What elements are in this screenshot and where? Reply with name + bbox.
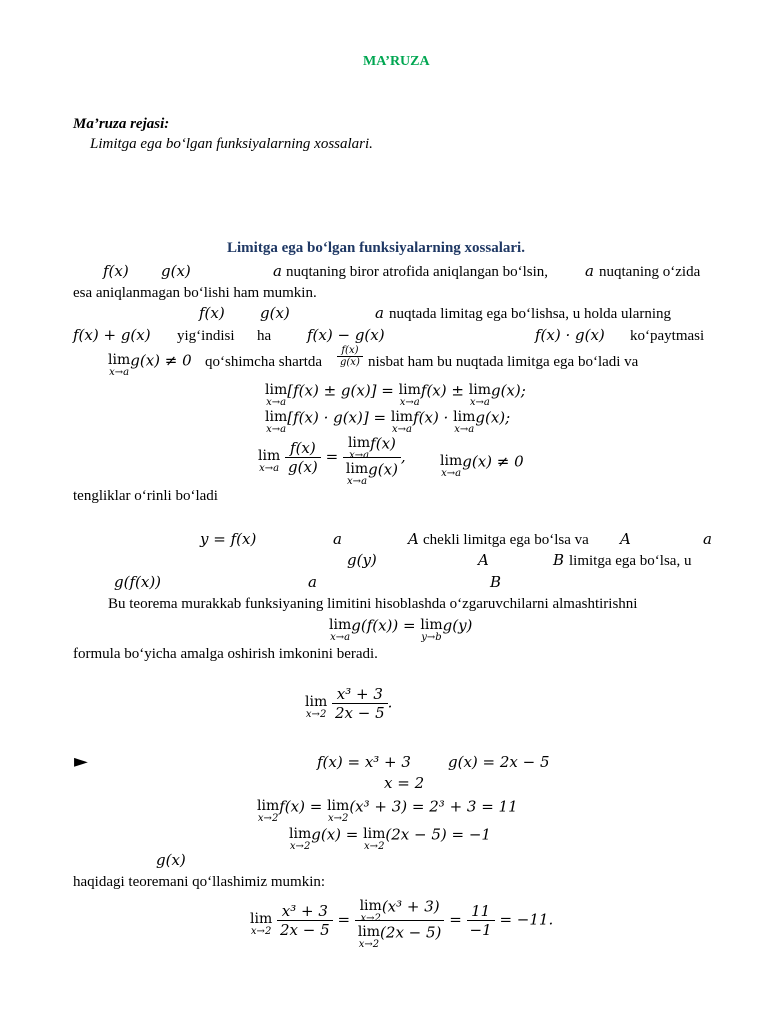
body-text: tengliklar o‘rinli bo‘ladi bbox=[73, 488, 218, 504]
math-gfx: g(f(x)) bbox=[114, 573, 162, 591]
math-a: a bbox=[308, 573, 317, 591]
math-fx: f(x) bbox=[199, 304, 225, 322]
body-text: ko‘paytmasi bbox=[630, 328, 705, 344]
formula-substitution: lim x→a g(f(x)) = lim y→b g(y) bbox=[329, 616, 473, 643]
math-a: a bbox=[703, 530, 712, 548]
body-text: nuqtada limitag ega bo‘lishsa, u holda ularning bbox=[389, 306, 672, 322]
math-f-def: f(x) = x³ + 3 bbox=[317, 753, 411, 771]
math-x-value: x = 2 bbox=[384, 774, 425, 792]
solution-arrow-icon: ► bbox=[74, 751, 88, 772]
formula-final: lim x→2 $\frac{\text{x³ + 3}}{2x - 5}$ = lim x→2 (x³ + 3) lim x→2 (2x − 5) = $\frac{11}{-1}$ = −11. bbox=[250, 897, 554, 950]
math-g-def: g(x) = 2x − 5 bbox=[448, 753, 550, 771]
math-a: a bbox=[333, 530, 342, 548]
math-B: B bbox=[553, 551, 565, 569]
math-gx: g(x) bbox=[156, 851, 186, 869]
body-text: haqidagi teoremani qo‘llashimiz mumkin: bbox=[73, 874, 326, 890]
page-title: MA’RUZA bbox=[363, 54, 430, 69]
math-A: A bbox=[478, 551, 489, 569]
math-a: a bbox=[273, 262, 282, 280]
body-text: ha bbox=[257, 328, 272, 344]
body-text: formula bo‘yicha amalga oshirish imkonini beradi. bbox=[73, 646, 378, 662]
math-gx: g(x) bbox=[260, 304, 290, 322]
ratio-fraction: $\frac{f(x)}{g(x)}$ bbox=[337, 345, 363, 368]
body-text: yig‘indisi bbox=[177, 328, 235, 344]
body-text: esa aniqlanmagan bo‘lishi ham mumkin. bbox=[73, 285, 317, 301]
math-A: A bbox=[620, 530, 631, 548]
body-text: chekli limitga ega bo‘lsa va bbox=[423, 532, 589, 548]
body-text: nuqtaning o‘zida bbox=[599, 264, 701, 280]
formula-sum-limit: lim x→a [f(x) ± g(x)] = lim x→a f(x) ± lim x→a g(x); bbox=[265, 381, 526, 408]
body-text: nisbat ham bu nuqtada limitga ega bo‘ladi va bbox=[368, 354, 639, 370]
plan-label: Ma’ruza rejasi: bbox=[73, 116, 170, 132]
math-prod: f(x) · g(x) bbox=[535, 326, 605, 344]
math-a: a bbox=[375, 304, 384, 322]
formula-quotient-limit: lim x→a $\frac{f(x)}{g(x)}$ = lim x→a f(x) lim x→a g(x) , bbox=[258, 434, 406, 487]
math-sum: f(x) + g(x) bbox=[73, 326, 151, 344]
math-B: B bbox=[490, 573, 502, 591]
math-fx: f(x) bbox=[103, 262, 129, 280]
body-text: qo‘shimcha shartda bbox=[205, 354, 323, 370]
math-A: A bbox=[408, 530, 419, 548]
math-a: a bbox=[585, 262, 594, 280]
plan-item: Limitga ega bo‘lgan funksiyalarning xossalari. bbox=[90, 136, 373, 152]
formula-product-limit: lim x→a [f(x) · g(x)] = lim x→a f(x) · lim x→a g(x); bbox=[265, 408, 511, 435]
body-text: Bu teorema murakkab funksiyaning limitini hisoblashda o‘zgaruvchilarni almashtirishni bbox=[108, 596, 638, 612]
formula-limit-g: lim x→2 g(x) = lim x→2 (2x − 5) = −1 bbox=[289, 825, 491, 852]
formula-limit-f: lim x→2 f(x) = lim x→2 (x³ + 3) = 2³ + 3 = 11 bbox=[257, 797, 518, 824]
example-limit: lim x→2 $\frac{\text{x³ + 3}}{2x - 5}$ . bbox=[305, 685, 393, 722]
quotient-condition: lim x→a g(x) ≠ 0 bbox=[440, 452, 524, 479]
condition-limit: lim x→a g(x) ≠ 0 bbox=[108, 351, 192, 378]
body-text: nuqtaning biror atrofida aniqlangan bo‘lsin, bbox=[286, 264, 549, 280]
math-diff: f(x) − g(x) bbox=[307, 326, 385, 344]
math-gx: g(x) bbox=[161, 262, 191, 280]
math-gy: g(y) bbox=[347, 551, 377, 569]
body-text: limitga ega bo‘lsa, u bbox=[569, 553, 692, 569]
section-heading: Limitga ega bo‘lgan funksiyalarning xossalari. bbox=[227, 240, 525, 256]
math-yfx: y = f(x) bbox=[200, 530, 257, 548]
